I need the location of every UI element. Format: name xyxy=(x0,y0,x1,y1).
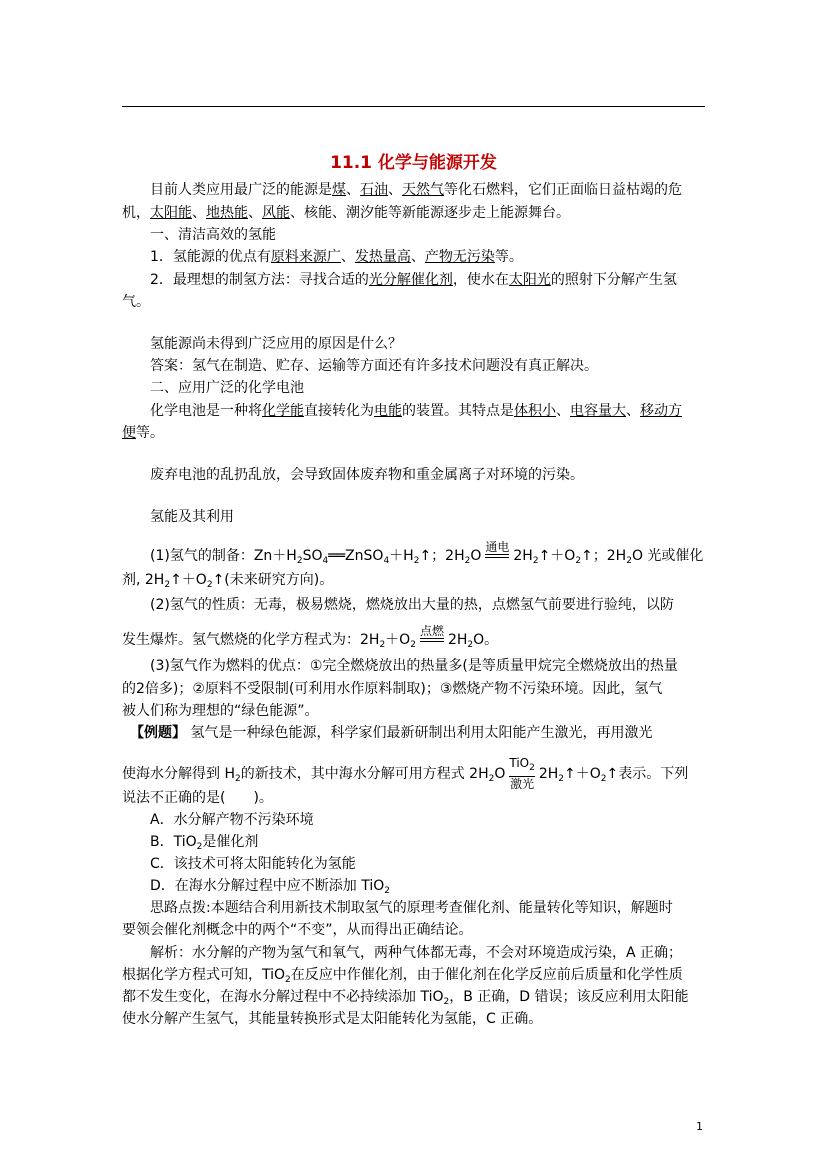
section-1-heading: 一、清洁高效的氢能 xyxy=(150,227,276,243)
intro-line-2: 机，太阳能、地热能、风能、核能、潮汐能等新能源逐步走上能源舞台。 xyxy=(122,205,570,221)
hint-line-2: 要领会催化剂概念中的两个“不变”，从而得出正确结论。 xyxy=(122,922,473,938)
section-2-line-1: 化学电池是一种将化学能直接转化为电能的装置。其特点是体积小、电容量大、移动方 xyxy=(150,403,682,419)
example-line-3: 说法不正确的是( )。 xyxy=(122,790,273,806)
reaction-condition-catalyst: $\frac{TiO_2}{\text{激光}}$ xyxy=(509,756,535,791)
option-d: D．在海水分解过程中应不断添加 TiO$_2$ xyxy=(150,878,390,896)
section-1-item-2: 2．最理想的制氢方法：寻找合适的光分解催化剂，使水在太阳光的照射下分解产生氢 xyxy=(150,272,677,288)
option-b: B．TiO$_2$是催化剂 xyxy=(150,834,259,852)
hydrogen-preparation-line-1: (1)氢气的制备：$Zn+H_2SO_4══ZnSO_4+H_2↑$；$2H_2O$ 通电 $2H_2↑+O_2↑$；$2H_2O$ 光或催化 xyxy=(150,540,703,572)
hydrogen-heading: 氢能及其利用 xyxy=(150,509,234,525)
page-number: 1 xyxy=(696,1120,703,1133)
analysis-line-4: 使水分解产生氢气，其能量转换形式是太阳能转化为氢能，C 正确。 xyxy=(122,1011,543,1027)
reaction-condition-ignite: 点燃 xyxy=(420,624,444,656)
hydrogen-properties-line-1: (2)氢气的性质：无毒，极易燃烧，燃烧放出大量的热，点燃氢气前要进行验纯，以防 xyxy=(150,597,674,613)
waste-note: 废弃电池的乱扔乱放，会导致固体废弃物和重金属离子对环境的污染。 xyxy=(150,467,584,483)
hint-line-1: 思路点拨:本题结合利用新技术制取氢气的原理考查催化剂、能量转化等知识，解题时 xyxy=(150,900,673,916)
example-line-1: 【例题】 氢气是一种绿色能源，科学家们最新研制出利用太阳能产生激光，再用激光 xyxy=(130,725,653,741)
analysis-line-3: 都不发生变化，在海水分解过程中不必持续添加 TiO$_2$，B 正确，D 错误；该反应利用太阳能 xyxy=(122,989,689,1007)
question: 氢能源尚未得到广泛应用的原因是什么？ xyxy=(150,336,402,352)
section-1-item-2-cont: 气。 xyxy=(122,294,150,310)
option-a: A．水分解产物不污染环境 xyxy=(150,812,314,828)
hydrogen-preparation-line-2: 剂, $2H_2↑+O_2↑$(未来研究方向)。 xyxy=(122,572,334,590)
hydrogen-advantages-line-1: (3)氢气作为燃料的优点：①完全燃烧放出的热量多(是等质量甲烷完全燃烧放出的热量 xyxy=(150,658,678,674)
answer: 答案：氢气在制造、贮存、运输等方面还有许多技术问题没有真正解决。 xyxy=(150,358,598,374)
intro-line-1: 目前人类应用最广泛的能源是煤、石油、天然气等化石燃料，它们正面临日益枯竭的危 xyxy=(150,182,682,198)
hydrogen-advantages-line-2: 的2倍多)；②原料不受限制(可利用水作原料制取)；③燃烧产物不污染环境。因此，氢气 xyxy=(122,681,663,697)
page-title: 11.1 化学与能源开发 xyxy=(330,153,497,173)
section-1-item-1: 1．氢能源的优点有原料来源广、发热量高、产物无污染等。 xyxy=(150,249,523,265)
hydrogen-advantages-line-3: 被人们称为理想的“绿色能源”。 xyxy=(122,703,319,719)
hydrogen-properties-line-2: 发生爆炸。氢气燃烧的化学方程式为：$2H_2+O_2$ 点燃 $2H_2O$。 xyxy=(122,624,498,656)
option-c: C．该技术可将太阳能转化为氢能 xyxy=(150,856,356,872)
analysis-line-1: 解析：水分解的产物为氢气和氧气，两种气体都无毒，不会对环境造成污染，A 正确； xyxy=(150,945,683,961)
header-rule xyxy=(122,106,705,107)
section-2-line-2: 便等。 xyxy=(122,425,164,441)
analysis-line-2: 根据化学方程式可知，TiO$_2$在反应中作催化剂，由于催化剂在化学反应前后质量和化学性质 xyxy=(122,967,683,985)
example-line-2: 使海水分解得到 $H_2$的新技术，其中海水分解可用方程式 $2H_2O \frac{TiO_2}{\text{激光}}$ $2H_2↑+O_2↑$表示。下列 xyxy=(122,756,689,791)
section-2-heading: 二、应用广泛的化学电池 xyxy=(150,380,304,396)
reaction-condition-electric: 通电 xyxy=(485,540,509,572)
